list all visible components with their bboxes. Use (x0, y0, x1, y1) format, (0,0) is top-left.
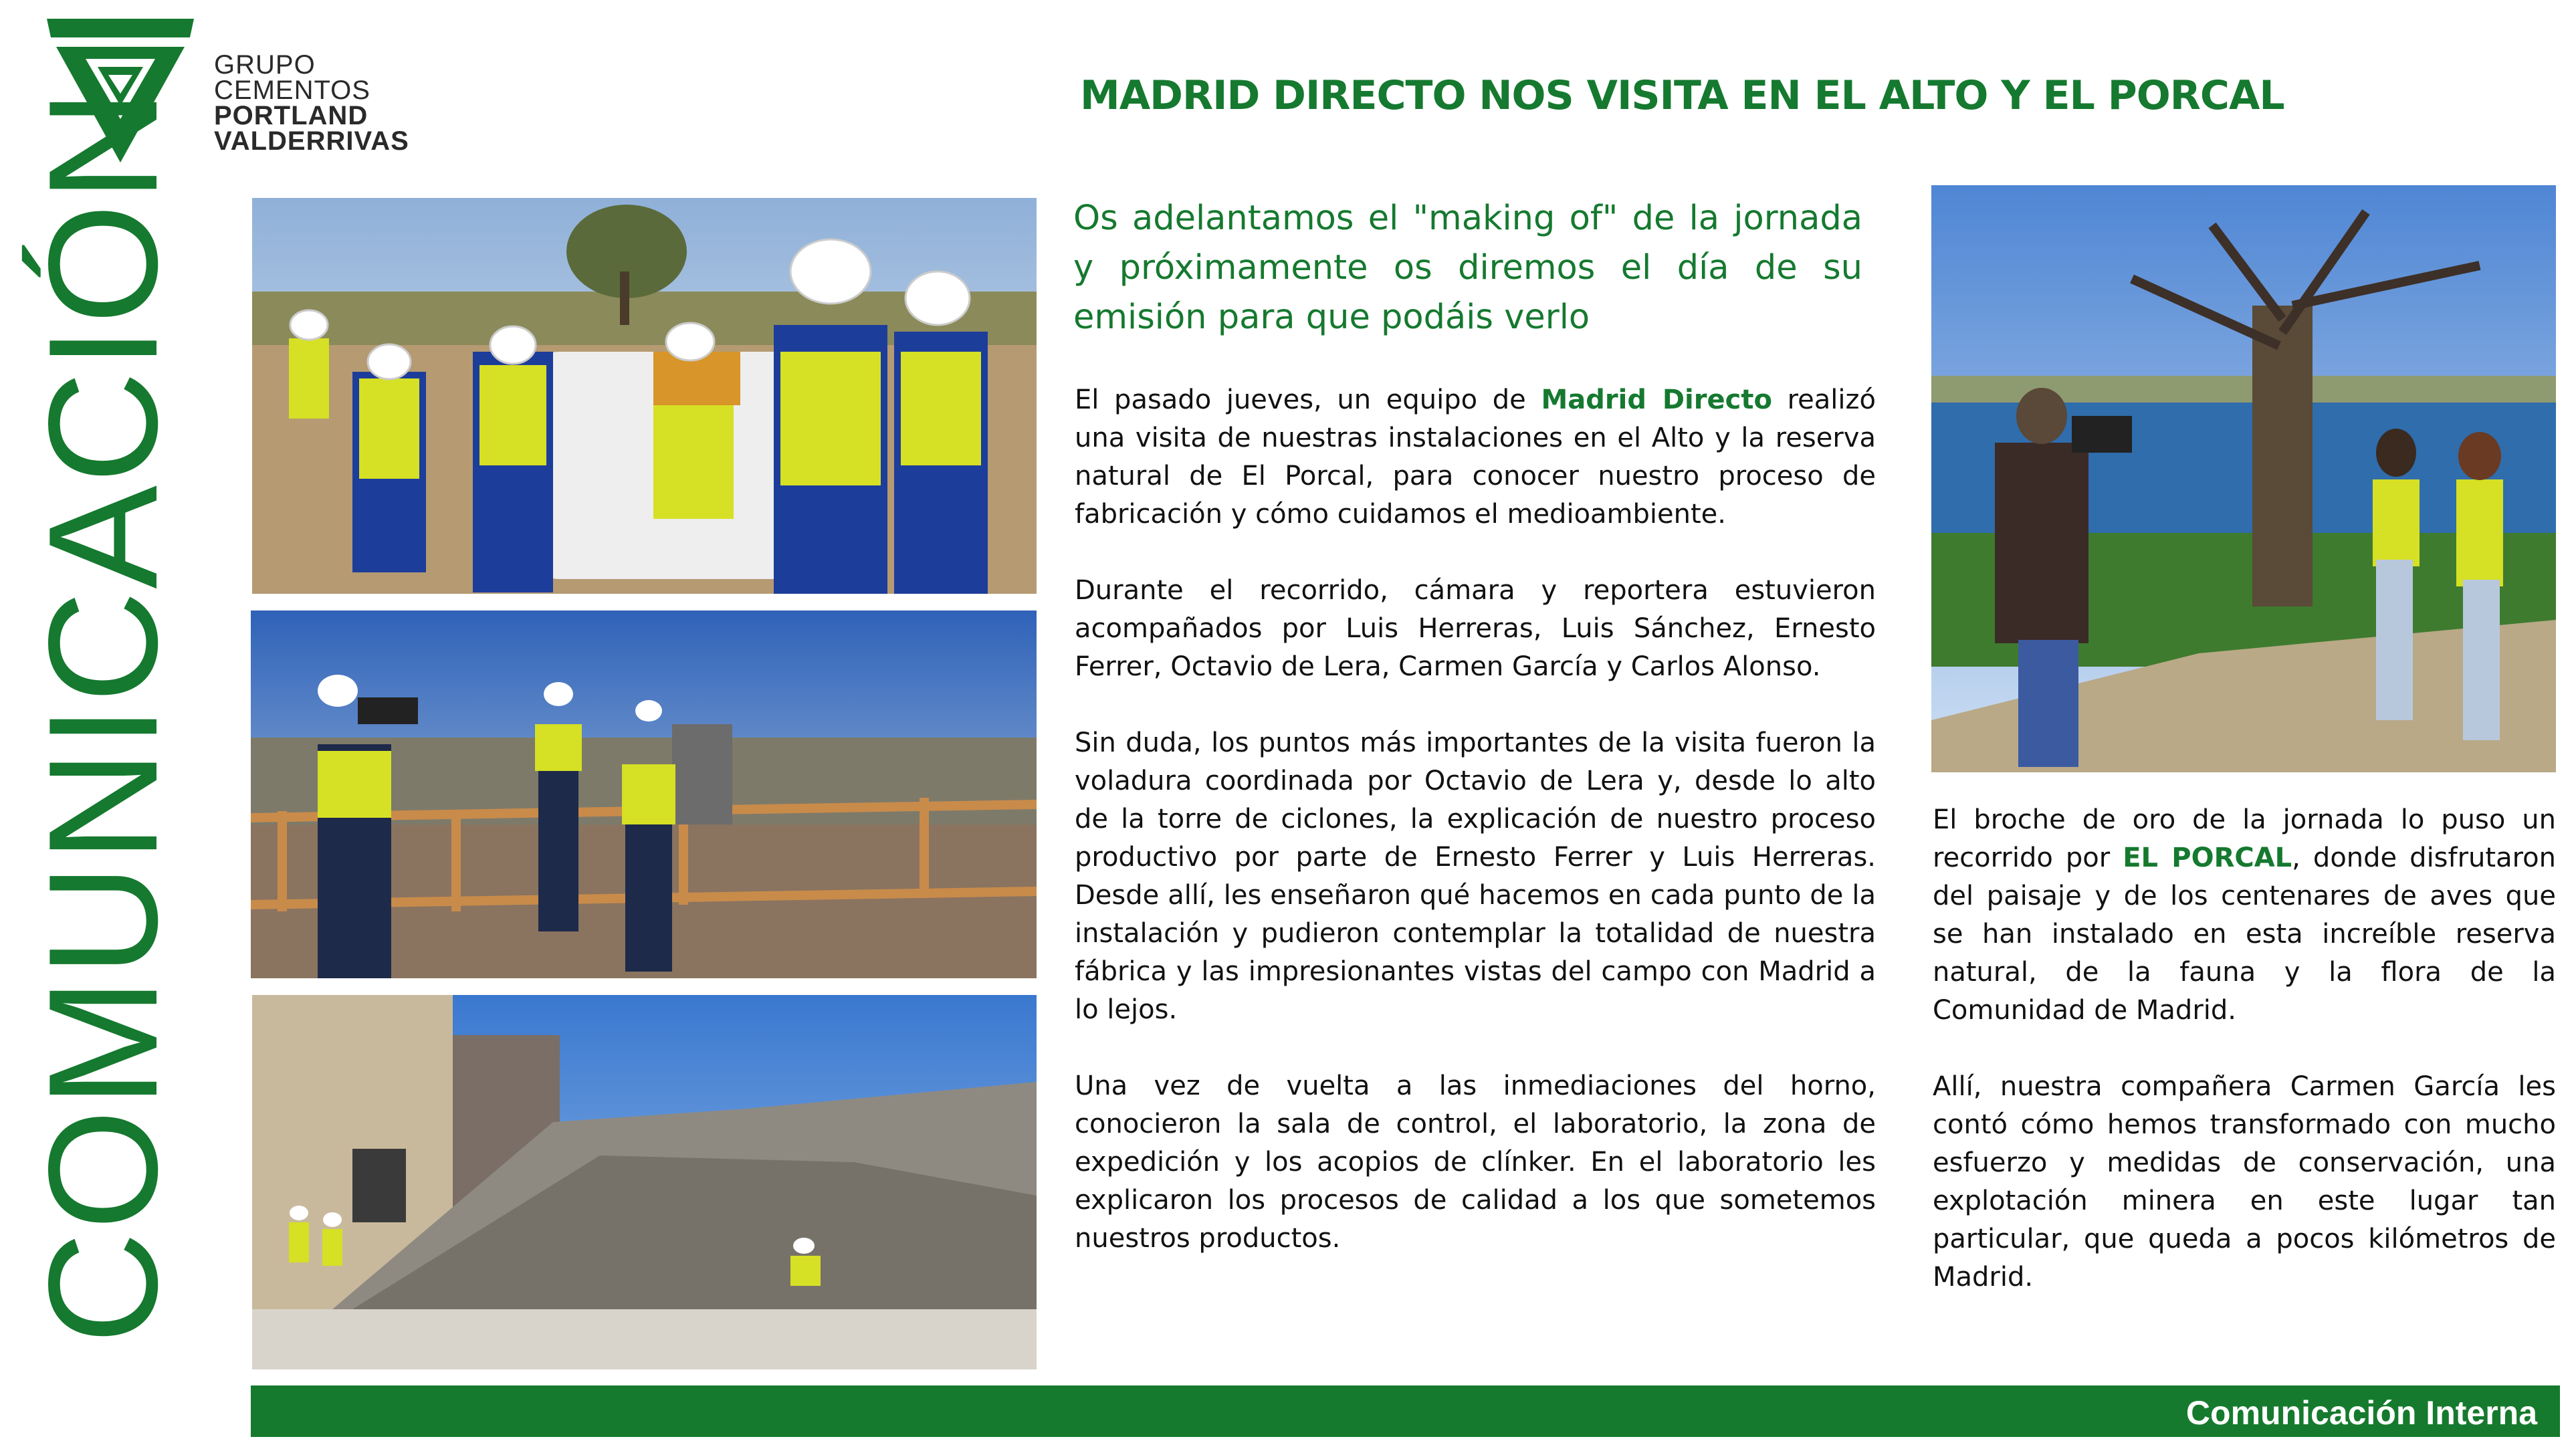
right-paragraph-1 (1933, 801, 2556, 1030)
middle-paragraph-2: Durante el recorrido, cámara y reportera estuvieron acompañados por Luis Herreras, Luis Sánchez, Ernesto Ferrer, Octavio de Lera, Carmen García y Carlos Alonso. (1075, 575, 1876, 682)
footer-label: Comunicación Interna (2185, 1394, 2537, 1432)
right-paragraph-2: Allí, nuestra compañera Carmen García les contó cómo hemos transformado con mucho esfuerzo y medidas de conservación, una explotación minera en este lugar tan particular, que queda a pocos kilómetros de Madrid. (1933, 1071, 2556, 1293)
middle-p1-text-a: El pasado jueves, un equipo de (1075, 384, 1541, 415)
middle-paragraph-1 (1075, 381, 1876, 534)
section-title: COMUNICACIÓN (17, 87, 190, 1344)
logo-line-1: GRUPO (214, 50, 316, 80)
photo-clinker-stockpile (252, 995, 1037, 1369)
logo-line-2: CEMENTOS (214, 76, 370, 105)
el-porcal-highlight: EL PORCAL (2123, 843, 2292, 873)
photo-el-porcal (1931, 185, 2556, 772)
article-middle-column (1075, 381, 1876, 1296)
intro-subheading: Os adelantamos el "making of" de la jornada y próximamente os diremos el día de su emisión para que podáis verlo (1073, 199, 1862, 337)
madrid-directo-highlight: Madrid Directo (1541, 384, 1772, 415)
right-p1-text-a: El broche de oro de la jornada lo puso un recorrido por (1933, 804, 2556, 873)
middle-p1-text-b: realizó una visita de nuestras instalaciones en el Alto y la reserva natural de El Porcal, para conocer nuestro proceso de fabricación y cómo cuidamos el medioambiente. (1075, 384, 1876, 530)
middle-paragraph-3: Sin duda, los puntos más importantes de la visita fueron la voladura coordinada por Octavio de Lera y, desde lo alto de la torre de ciclones, la explicación de nuestro proceso productivo por parte de Ernesto Ferrer y Luis Herreras. Desde allí, les enseñaron qué hacemos en cada punto de la instalación y pudieron contemplar la totalidad de nuestra fábrica y las impresionantes vistas del campo con Madrid a lo lejos. (1075, 728, 1876, 1025)
footer-bar (251, 1385, 2560, 1437)
article-right-column (1933, 801, 2556, 1335)
photo-camera-platform (251, 610, 1037, 978)
right-p1-text-b: , donde disfrutaron del paisaje y de los centenares de aves que se han instalado en esta increíble reserva natural, de la fauna y la flora de la Comunidad de Madrid. (1933, 843, 2556, 1026)
logo-line-3: PORTLAND (214, 101, 368, 130)
logo-wordmark (214, 52, 409, 154)
logo-line-4: VALDERRIVAS (214, 126, 409, 156)
photo-group-visit (252, 198, 1037, 594)
middle-paragraph-4: Una vez de vuelta a las inmediaciones del horno, conocieron la sala de control, el laboratorio, la zona de expedición y los acopios de clínker. En el laboratorio les explicaron los procesos de calidad a los que sometemos nuestros productos. (1075, 1071, 1876, 1254)
page-headline: MADRID DIRECTO NOS VISITA EN EL ALTO Y EL PORCAL (1080, 72, 2284, 119)
